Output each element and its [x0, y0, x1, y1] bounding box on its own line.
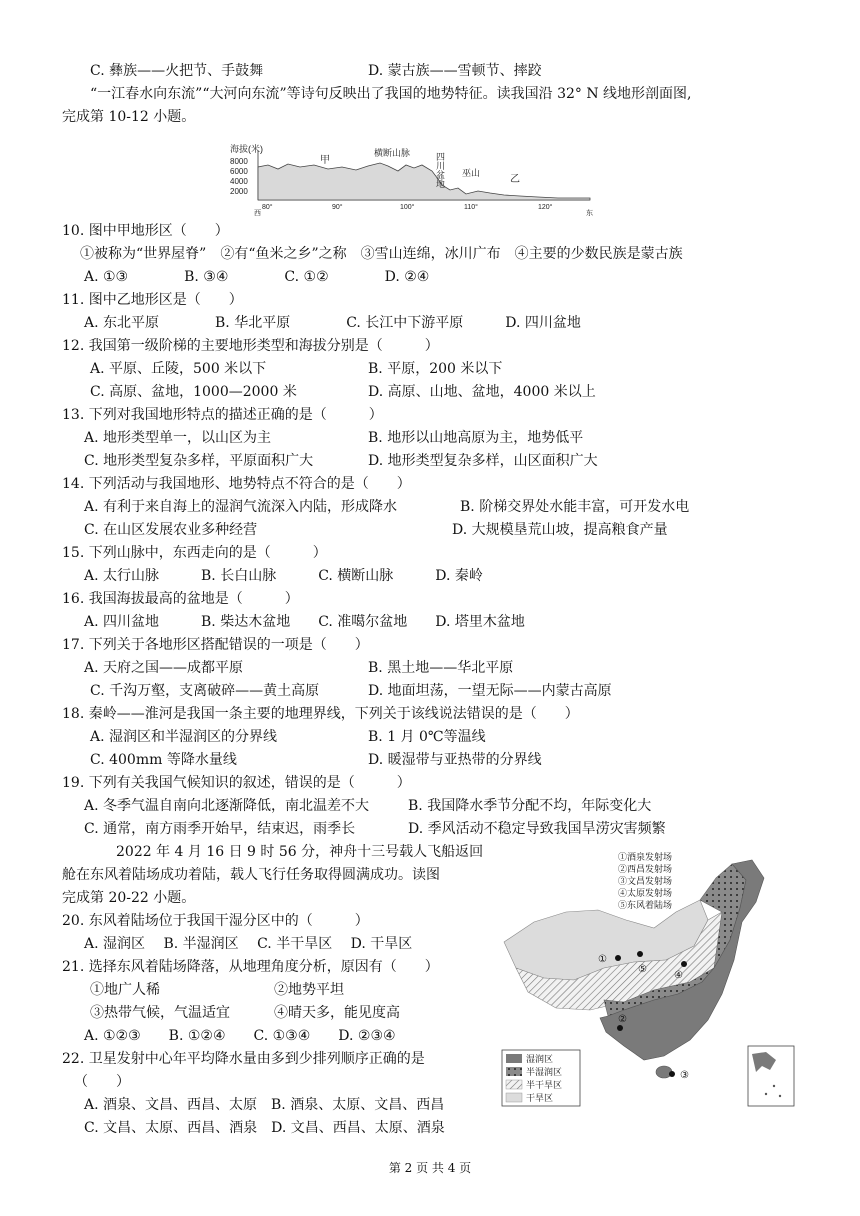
- profile-xtick: 90°: [332, 204, 343, 211]
- text-line: 完成第 10-12 小题。: [62, 109, 196, 125]
- text-line: C. 高原、盆地，1000—2000 米: [90, 384, 297, 400]
- text-line: 19. 下列有关我国气候知识的叙述，错误的是（ ）: [62, 775, 411, 791]
- zone-swatch-dry: [506, 1093, 522, 1102]
- profile-west-label: 西: [254, 209, 261, 217]
- zone-swatch-semi-arid: [506, 1080, 522, 1089]
- launch-legend-item: ④太原发射场: [618, 889, 673, 899]
- text-line: D. 蒙古族——雪顿节、摔跤: [368, 63, 542, 79]
- china-dry-wet-zone-map: [494, 850, 800, 1112]
- profile-ytick: 2000: [230, 187, 248, 196]
- text-line: A. 冬季气温自南向北逐渐降低，南北温差不大: [84, 798, 370, 814]
- text-line: B. 我国降水季节分配不均，年际变化大: [408, 798, 652, 814]
- profile-xtick: 120°: [538, 204, 553, 211]
- profile-xtick: 100°: [400, 204, 415, 211]
- text-line: B. 地形以山地高原为主，地势低平: [368, 430, 584, 446]
- profile-label-jia: 甲: [320, 155, 330, 166]
- site-marker-label: ④: [674, 970, 683, 981]
- zone-legend-item: 半湿润区: [526, 1068, 563, 1078]
- text-line: ②地势平坦: [274, 982, 344, 998]
- text-line: 10. 图中甲地形区（ ）: [62, 223, 229, 239]
- site-marker: [681, 961, 687, 967]
- launch-legend-item: ③文昌发射场: [618, 877, 673, 887]
- text-line: 14. 下列活动与我国地形、地势特点不符合的是（ ）: [62, 476, 411, 492]
- text-line: A. 平原、丘陵，500 米以下: [90, 361, 267, 377]
- site-marker: [669, 1071, 675, 1077]
- text-line: “一江春水向东流”“大河向东流”等诗句反映出了我国的地势特征。读我国沿 32° N 线地形剖面图,: [90, 86, 692, 102]
- text-line: ③热带气候，气温适宜: [90, 1005, 230, 1021]
- text-line: 21. 选择东风着陆场降落，从地理角度分析，原因有（ ）: [62, 959, 439, 975]
- text-line: D. 暖湿带与亚热带的分界线: [368, 752, 542, 768]
- site-marker: [617, 1025, 623, 1031]
- text-line: 13. 下列对我国地形特点的描述正确的是（ ）: [62, 407, 383, 423]
- text-line: C. 千沟万壑，支离破碎——黄土高原: [90, 683, 320, 699]
- inset-island: [765, 1093, 767, 1095]
- zone-legend-item: 干旱区: [526, 1094, 554, 1104]
- text-line: B. 阶梯交界处水能丰富，可开发水电: [460, 499, 690, 515]
- hainan-island: [656, 1066, 672, 1078]
- profile-xtick: 80°: [262, 204, 273, 211]
- profile-ytick: 8000: [230, 157, 248, 166]
- site-marker: [615, 955, 621, 961]
- text-line: C. 通常，南方雨季开始早，结束迟，雨季长: [84, 821, 356, 837]
- site-marker-label: ⑤: [638, 964, 647, 975]
- page-footer: 第 2 页 共 4 页: [388, 1161, 472, 1175]
- text-line: B. 1 月 0℃等温线: [368, 729, 486, 745]
- text-line: A. 湿润区和半湿润区的分界线: [90, 729, 278, 745]
- profile-label-sichuan: 四川盆地: [434, 152, 444, 188]
- text-line: A. 太行山脉 B. 长白山脉 C. 横断山脉 D. 秦岭: [84, 568, 483, 584]
- text-line: A. 四川盆地 B. 柴达木盆地 C. 准噶尔盆地 D. 塔里木盆地: [84, 614, 525, 630]
- site-marker-label: ①: [598, 954, 607, 965]
- zone-legend-item: 半干旱区: [526, 1081, 563, 1091]
- text-line: A. 湿润区 B. 半湿润区 C. 半干旱区 D. 干旱区: [84, 936, 413, 952]
- text-line: 完成第 20-22 小题。: [62, 890, 196, 906]
- profile-label-hengduan: 横断山脉: [374, 149, 411, 159]
- site-marker-label: ③: [680, 1070, 689, 1081]
- text-line: D. 地面坦荡，一望无际——内蒙古高原: [368, 683, 612, 699]
- profile-ylabel: 海拔(米): [230, 144, 263, 154]
- launch-legend-item: ①酒泉发射场: [618, 853, 673, 863]
- zone-swatch-semi-humid: [506, 1067, 522, 1076]
- profile-label-yi: 乙: [510, 174, 520, 185]
- text-line: 2022 年 4 月 16 日 9 时 56 分，神舟十三号载人飞船返回: [116, 844, 484, 860]
- text-line: （ ）: [74, 1074, 130, 1090]
- profile-ytick: 4000: [230, 177, 248, 186]
- text-line: 20. 东风着陆场位于我国干湿分区中的（ ）: [62, 913, 369, 929]
- text-line: D. 季风活动不稳定导致我国旱涝灾害频繁: [408, 821, 666, 837]
- profile-label-wushan: 巫山: [462, 169, 481, 179]
- text-line: 18. 秦岭——淮河是我国一条主要的地理界线，下列关于该线说法错误的是（ ）: [62, 706, 579, 722]
- text-line: D. 大规模垦荒山坡，提高粮食产量: [452, 522, 668, 538]
- text-line: 15. 下列山脉中，东西走向的是（ ）: [62, 545, 327, 561]
- text-line: 16. 我国海拔最高的盆地是（ ）: [62, 591, 299, 607]
- launch-legend-item: ②西昌发射场: [618, 865, 673, 875]
- text-line: 舱在东风着陆场成功着陆，载人飞行任务取得圆满成功。读图: [62, 867, 440, 883]
- text-line: 11. 图中乙地形区是（ ）: [62, 292, 243, 308]
- text-line: 22. 卫星发射中心年平均降水量由多到少排列顺序正确的是: [62, 1051, 425, 1067]
- text-line: A. 酒泉、文昌、西昌、太原 B. 酒泉、太原、文昌、西昌: [84, 1097, 445, 1113]
- site-marker-label: ②: [618, 1014, 627, 1025]
- text-line: A. 天府之国——成都平原: [84, 660, 244, 676]
- zone-swatch-humid: [506, 1054, 522, 1063]
- text-line: ④晴天多，能见度高: [274, 1005, 400, 1021]
- text-line: D. 地形类型复杂多样，山区面积广大: [368, 453, 598, 469]
- inset-island: [779, 1095, 781, 1097]
- text-line: B. 平原，200 米以下: [368, 361, 503, 377]
- inset-island: [773, 1085, 775, 1087]
- text-line: C. 400mm 等降水量线: [90, 752, 237, 768]
- text-line: A. ①②③ B. ①②④ C. ①③④ D. ②③④: [84, 1028, 396, 1044]
- text-line: ①地广人稀: [90, 982, 160, 998]
- text-line: B. 黑土地——华北平原: [368, 660, 514, 676]
- text-line: C. 彝族——火把节、手鼓舞: [90, 63, 264, 79]
- profile-east-label: 东: [586, 209, 593, 217]
- profile-ytick: 6000: [230, 167, 248, 176]
- site-marker: [637, 951, 643, 957]
- launch-legend-item: ⑤东风着陆场: [618, 901, 673, 911]
- text-line: ①被称为“世界屋脊” ②有“鱼米之乡”之称 ③雪山连绵，冰川广布 ④主要的少数民族是蒙古族: [80, 246, 683, 262]
- text-line: A. 东北平原 B. 华北平原 C. 长江中下游平原 D. 四川盆地: [84, 315, 581, 331]
- terrain-profile-diagram: [228, 143, 600, 219]
- text-line: A. 有利于来自海上的湿润气流深入内陆，形成降水: [84, 499, 398, 515]
- text-line: C. 文昌、太原、西昌、酒泉 D. 文昌、西昌、太原、酒泉: [84, 1120, 445, 1136]
- text-line: 17. 下列关于各地形区搭配错误的一项是（ ）: [62, 637, 369, 653]
- terrain-area: [258, 163, 590, 200]
- text-line: A. 地形类型单一，以山区为主: [84, 430, 272, 446]
- zone-legend-item: 湿润区: [526, 1055, 554, 1065]
- text-line: C. 在山区发展农业多种经营: [84, 522, 258, 538]
- text-line: 12. 我国第一级阶梯的主要地形类型和海拔分别是（ ）: [62, 338, 439, 354]
- text-line: D. 高原、山地、盆地，4000 米以上: [368, 384, 596, 400]
- text-line: C. 地形类型复杂多样，平原面积广大: [84, 453, 314, 469]
- profile-xtick: 110°: [464, 204, 478, 211]
- text-line: A. ①③ B. ③④ C. ①② D. ②④: [84, 269, 430, 285]
